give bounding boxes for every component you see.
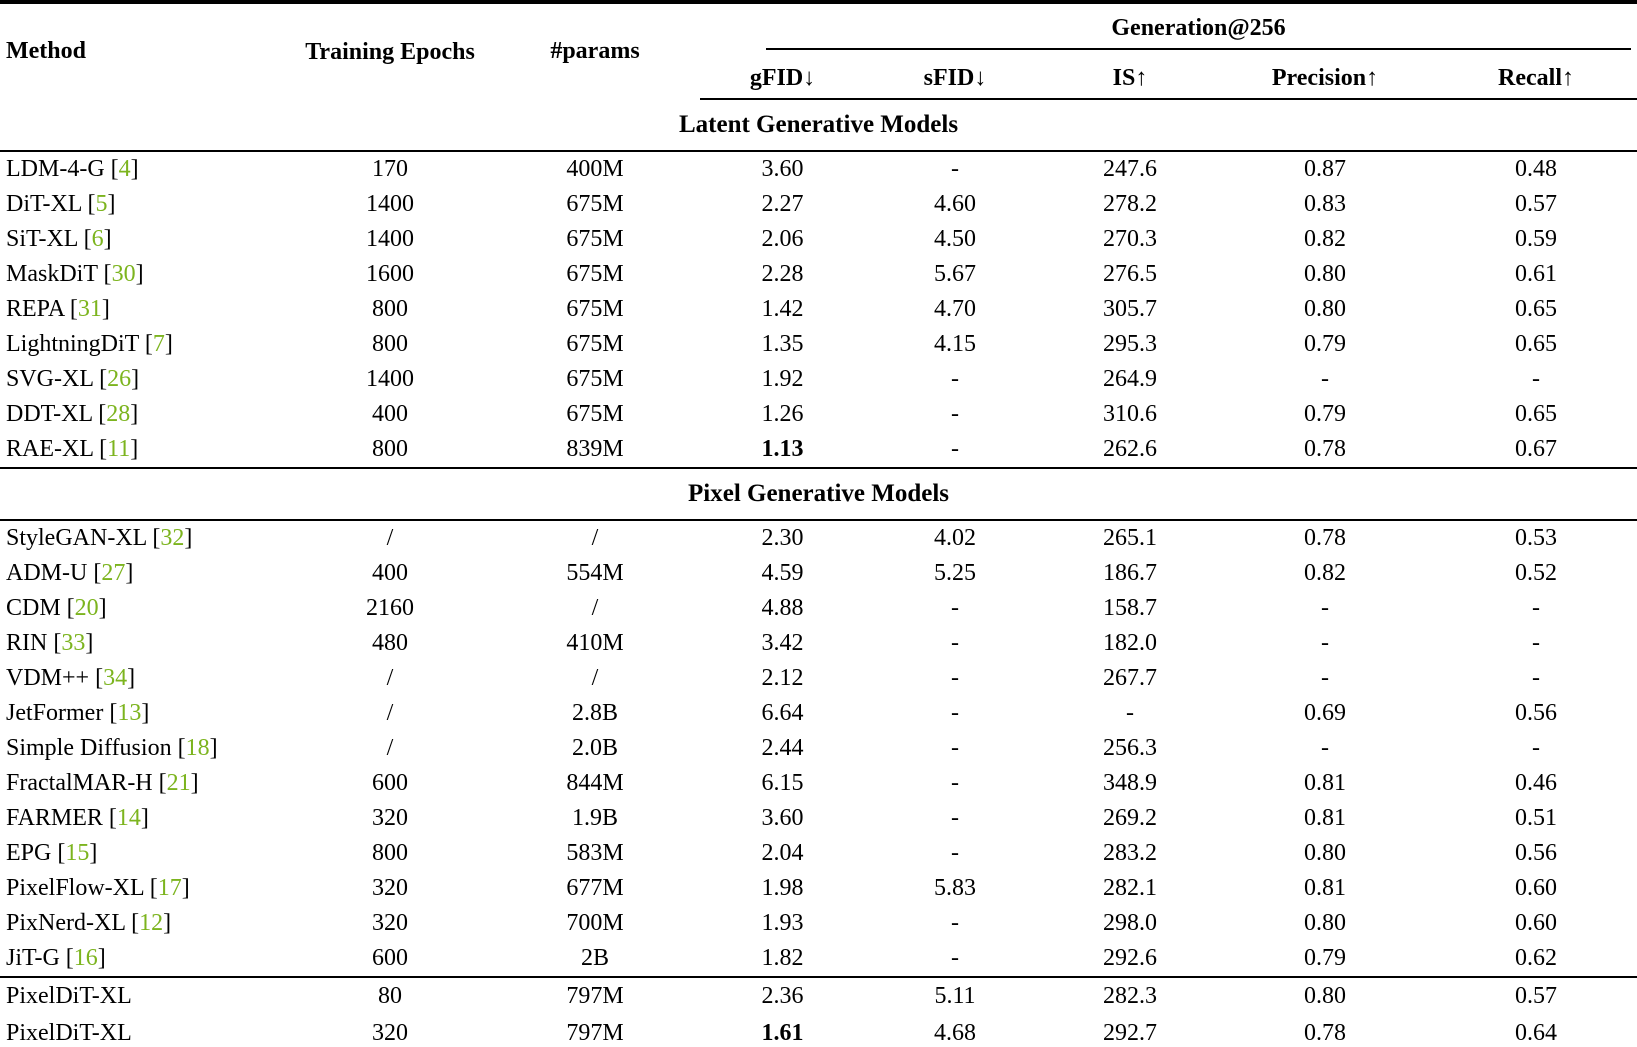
precision-cell: 0.79 [1304,945,1346,971]
gfid-cell: 1.82 [761,945,804,971]
sfid-cell: - [951,840,959,866]
section-title: Pixel Generative Models [0,468,1637,520]
method-cell: LDM-4-G [4] [6,156,139,182]
recall-cell: 0.53 [1515,525,1558,551]
method-cell: PixNerd-XL [12] [6,910,172,936]
precision-cell: 0.78 [1304,525,1346,551]
method-cell: RIN [33] [6,630,94,656]
recall-cell: 0.64 [1515,1020,1558,1046]
params-cell: 583M [566,840,624,866]
recall-cell: 0.56 [1515,700,1558,726]
method-cell: SVG-XL [26] [6,366,140,392]
is-cell: 267.7 [1103,665,1157,691]
is-cell: 182.0 [1103,630,1157,656]
epochs-cell: 800 [372,331,408,357]
sfid-cell: 4.50 [934,226,976,252]
recall-cell: 0.56 [1515,840,1558,866]
gfid-cell: 1.92 [761,366,804,392]
citation-ref[interactable]: 27 [101,560,126,586]
gfid-cell: 2.06 [761,226,804,252]
precision-cell: 0.80 [1304,261,1346,287]
is-cell: 186.7 [1103,560,1157,586]
gfid-cell: 2.28 [761,261,804,287]
epochs-cell: 320 [372,875,408,901]
params-cell: 400M [566,156,624,182]
recall-cell: 0.59 [1515,226,1558,252]
gfid-cell: 4.59 [761,560,804,586]
epochs-cell: 800 [372,436,408,462]
method-cell: SiT-XL [6] [6,226,112,252]
method-cell: VDM++ [34] [6,665,136,691]
precision-cell: 0.80 [1304,296,1346,322]
method-cell: FARMER [14] [6,805,149,831]
params-cell: 554M [566,560,624,586]
recall-cell: 0.65 [1515,401,1558,427]
is-cell: 158.7 [1103,595,1157,621]
section-title-row [0,99,1637,151]
recall-cell: - [1532,630,1541,656]
params-cell: 1.9B [571,805,618,831]
precision-cell: 0.69 [1304,700,1346,726]
precision-cell: 0.82 [1304,560,1346,586]
citation-ref[interactable]: 7 [152,331,165,357]
table-row [0,801,1637,836]
table-row [0,731,1637,766]
gfid-cell: 4.88 [761,595,804,621]
params-cell: 2.0B [571,735,618,761]
is-cell: 256.3 [1103,735,1157,761]
params-cell: 2.8B [571,700,618,726]
method-cell: CDM [20] [6,595,107,621]
section-title: Latent Generative Models [0,99,1637,151]
epochs-cell: 1600 [366,261,414,287]
method-cell: StyleGAN-XL [32] [6,525,193,551]
params-column-header: #params [550,38,640,64]
sfid-cell: - [951,401,959,427]
epochs-cell: 320 [372,1020,408,1046]
citation-ref[interactable]: 11 [107,436,131,462]
epochs-cell: / [386,700,394,726]
sfid-cell: 5.83 [934,875,976,901]
params-cell: 677M [566,875,624,901]
sfid-cell: - [951,665,959,691]
gfid-cell: 6.64 [761,700,804,726]
gfid-cell: 1.26 [761,401,804,427]
sfid-cell: 4.70 [934,296,976,322]
sfid-cell: 4.60 [934,191,976,217]
sfid-cell: - [951,945,959,971]
section-title-row [0,468,1637,520]
gfid-cell: 3.42 [761,630,804,656]
method-cell: EPG [15] [6,840,98,866]
table-row [0,187,1637,222]
gfid-column-header: gFID↓ [700,58,865,99]
is-cell: 247.6 [1103,156,1157,182]
params-cell: 675M [566,261,624,287]
precision-cell: 0.82 [1304,226,1346,252]
is-cell: 283.2 [1103,840,1157,866]
gfid-cell: 2.04 [761,840,804,866]
table-row [0,941,1637,977]
params-cell: 675M [566,366,624,392]
table-row [0,257,1637,292]
epochs-cell: 1400 [366,366,414,392]
gfid-cell: 3.60 [761,805,804,831]
params-cell: / [591,525,599,551]
method-cell: ADM-U [27] [6,560,134,586]
table-row [0,151,1637,187]
gfid-cell: 1.98 [761,875,804,901]
citation-ref[interactable]: 21 [166,770,191,796]
sfid-cell: 5.67 [934,261,976,287]
epochs-cell: 400 [372,560,408,586]
is-cell: 298.0 [1103,910,1157,936]
params-cell: / [591,595,599,621]
epochs-cell: 1400 [366,191,414,217]
method-cell: RAE-XL [11] [6,436,139,462]
is-cell: 305.7 [1103,296,1157,322]
params-cell: 675M [566,191,624,217]
is-cell: 295.3 [1103,331,1157,357]
is-column-header: IS↑ [1045,58,1215,99]
sfid-cell: - [951,770,959,796]
table-row [0,661,1637,696]
method-cell: JetFormer [13] [6,700,150,726]
method-cell: FractalMAR-H [21] [6,770,199,796]
gfid-cell: 1.61 [761,1020,804,1046]
precision-cell: 0.83 [1304,191,1346,217]
is-cell: 348.9 [1103,770,1157,796]
is-cell: 292.7 [1103,1020,1157,1046]
is-cell: 282.1 [1103,875,1157,901]
params-cell: 700M [566,910,624,936]
table-row [0,696,1637,731]
table-row [0,836,1637,871]
method-cell: DiT-XL [5] [6,191,116,217]
recall-cell: 0.65 [1515,296,1558,322]
recall-column-header: Recall↑ [1435,58,1637,99]
sfid-cell: - [951,366,959,392]
epochs-cell: 800 [372,296,408,322]
is-cell: 310.6 [1103,401,1157,427]
citation-ref[interactable]: 4 [118,156,131,182]
precision-cell: - [1321,366,1329,392]
sfid-cell: - [951,436,959,462]
epochs-cell: 400 [372,401,408,427]
table-row [0,766,1637,801]
table-row [0,520,1637,556]
method-cell: JiT-G [16] [6,945,106,971]
is-cell: 265.1 [1103,525,1157,551]
precision-cell: - [1321,665,1329,691]
recall-cell: 0.52 [1515,560,1558,586]
table-row [0,327,1637,362]
recall-cell: 0.57 [1515,191,1558,217]
epochs-cell: 480 [372,630,408,656]
method-cell: REPA [31] [6,296,110,322]
citation-ref[interactable]: 13 [117,700,142,726]
sfid-cell: - [951,630,959,656]
table-row [0,626,1637,661]
recall-cell: 0.67 [1515,436,1558,462]
gfid-cell: 3.60 [761,156,804,182]
precision-cell: 0.79 [1304,331,1346,357]
epochs-cell: 600 [372,945,408,971]
precision-cell: - [1321,630,1329,656]
table-row [0,432,1637,468]
epochs-cell: 600 [372,770,408,796]
sfid-cell: - [951,805,959,831]
recall-cell: 0.65 [1515,331,1558,357]
params-cell: 797M [566,1020,624,1046]
precision-cell: 0.81 [1304,805,1346,831]
gfid-cell: 1.93 [761,910,804,936]
recall-cell: 0.46 [1515,770,1558,796]
method-cell: MaskDiT [30] [6,261,144,287]
sfid-cell: 4.02 [934,525,976,551]
is-cell: 264.9 [1103,366,1157,392]
gfid-cell: 6.15 [761,770,804,796]
sfid-cell: 4.15 [934,331,976,357]
citation-ref[interactable]: 6 [91,226,104,252]
method-cell: Simple Diffusion [18] [6,735,218,761]
params-cell: 675M [566,226,624,252]
is-cell: 276.5 [1103,261,1157,287]
citation-ref[interactable]: 17 [157,875,182,901]
recall-cell: 0.62 [1515,945,1558,971]
recall-cell: 0.57 [1435,977,1637,1015]
epochs-cell: 320 [372,805,408,831]
table-row [0,292,1637,327]
table-row [0,1015,1637,1047]
recall-cell: 0.51 [1515,805,1558,831]
precision-cell: - [1321,595,1329,621]
recall-cell: - [1532,665,1541,691]
epochs-cell: / [386,665,394,691]
sfid-cell: - [951,735,959,761]
recall-cell: 0.60 [1515,875,1558,901]
table-row [0,871,1637,906]
gfid-cell: 1.35 [761,331,804,357]
epochs-cell: 800 [372,840,408,866]
params-cell: 675M [566,296,624,322]
table-body [0,99,1637,1047]
training-epochs-column-header: Training Epochs [305,38,475,65]
generation-group-header [700,2,1637,58]
sfid-cell: - [951,595,959,621]
citation-ref[interactable]: 18 [185,735,210,761]
recall-cell: - [1532,366,1541,392]
table-row [0,906,1637,941]
citation-ref[interactable]: 12 [139,910,164,936]
epochs-cell: 80 [290,977,490,1015]
sfid-cell: 4.68 [934,1020,976,1046]
method-cell: PixelDiT-XL [6,1020,132,1046]
citation-ref[interactable]: 28 [106,401,131,427]
is-cell: 270.3 [1103,226,1157,252]
table-row [0,397,1637,432]
citation-ref[interactable]: 31 [77,296,102,322]
citation-ref[interactable]: 30 [111,261,136,287]
params-cell: / [591,665,599,691]
citation-ref[interactable]: 26 [107,366,132,392]
precision-cell: 0.79 [1304,401,1346,427]
citation-ref[interactable]: 16 [73,945,98,971]
gfid-cell: 2.27 [761,191,804,217]
gfid-cell: 1.42 [761,296,804,322]
sfid-cell: - [951,910,959,936]
recall-cell: - [1532,595,1541,621]
sfid-cell: - [951,156,959,182]
epochs-cell: 320 [372,910,408,936]
epochs-cell: 170 [372,156,408,182]
is-cell: 278.2 [1103,191,1157,217]
params-cell: 410M [566,630,624,656]
gfid-cell: 2.30 [761,525,804,551]
is-cell: 262.6 [1103,436,1157,462]
precision-cell: 0.81 [1304,875,1346,901]
gfid-cell: 2.44 [761,735,804,761]
method-cell: PixelDiT-XL [0,977,290,1015]
is-cell: - [1126,700,1134,726]
table-row [0,222,1637,257]
citation-ref[interactable]: 5 [95,191,108,217]
gfid-cell: 2.12 [761,665,804,691]
gfid-cell: 1.13 [761,436,804,462]
gfid-cell: 2.36 [700,977,865,1015]
method-cell: LightningDiT [7] [6,331,173,357]
recall-cell: - [1532,735,1541,761]
precision-cell: 0.80 [1215,977,1435,1015]
precision-column-header: Precision↑ [1215,58,1435,99]
citation-ref[interactable]: 34 [103,665,128,691]
recall-cell: 0.48 [1515,156,1558,182]
epochs-cell: / [386,525,394,551]
precision-cell: 0.80 [1304,910,1346,936]
table-header [0,2,1637,99]
citation-ref[interactable]: 33 [61,630,86,656]
table-row [0,362,1637,397]
sfid-cell: 5.11 [865,977,1045,1015]
recall-cell: 0.60 [1515,910,1558,936]
citation-ref[interactable]: 32 [160,525,185,551]
sfid-cell: 5.25 [934,560,976,586]
is-cell: 282.3 [1045,977,1215,1015]
generation-group-label: Generation@256 [766,13,1631,50]
is-cell: 292.6 [1103,945,1157,971]
epochs-cell: 1400 [366,226,414,252]
params-cell: 797M [490,977,700,1015]
precision-cell: 0.78 [1304,436,1346,462]
table-row [0,591,1637,626]
citation-ref[interactable]: 20 [74,595,99,621]
sfid-column-header: sFID↓ [865,58,1045,99]
precision-cell: 0.81 [1304,770,1346,796]
precision-cell: - [1321,735,1329,761]
recall-cell: 0.61 [1515,261,1558,287]
precision-cell: 0.80 [1304,840,1346,866]
table-row [0,977,1637,1015]
precision-cell: 0.78 [1304,1020,1346,1046]
table-row [0,556,1637,591]
precision-cell: 0.87 [1304,156,1346,182]
method-cell: DDT-XL [28] [6,401,139,427]
params-cell: 2B [580,945,609,971]
params-cell: 839M [566,436,624,462]
params-cell: 675M [566,401,624,427]
epochs-cell: 2160 [366,595,414,621]
citation-ref[interactable]: 15 [65,840,90,866]
is-cell: 269.2 [1103,805,1157,831]
epochs-cell: / [386,735,394,761]
citation-ref[interactable]: 14 [116,805,141,831]
method-cell: PixelFlow-XL [17] [6,875,190,901]
sfid-cell: - [951,700,959,726]
params-cell: 675M [566,331,624,357]
params-cell: 844M [566,770,624,796]
method-column-header: Method [6,38,86,64]
